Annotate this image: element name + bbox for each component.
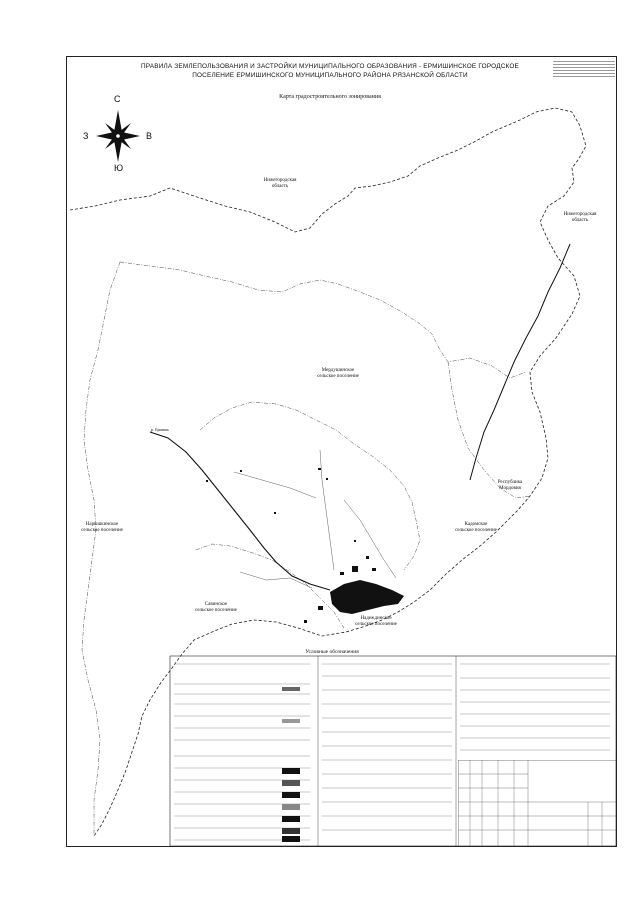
title-block: [458, 760, 616, 846]
main-road: [150, 432, 330, 590]
region-label-savinskoe: Савинское сельское поселение: [195, 602, 237, 613]
minor-road-2: [234, 472, 316, 498]
legend-swatches-1: [282, 687, 300, 842]
region-label-nizhegorod: Нижегородская область: [563, 212, 597, 223]
district-boundary-south: [196, 544, 344, 628]
legend-column-2: [322, 664, 452, 830]
compass-south-label: Ю: [114, 163, 124, 173]
legend-column-3: [460, 664, 610, 750]
region-label-merdushinskoe: Мердушинское сельское поселение: [317, 368, 359, 379]
legend-title: Условные обозначения: [305, 649, 359, 655]
region-label-vladimir: Нижегородская область: [263, 178, 297, 189]
small-settlements: [206, 468, 356, 542]
region-label-mordovia: Республика Мордовия: [497, 480, 523, 491]
minor-road-3: [344, 500, 396, 578]
region-label-kadomskoe: Кадомское сельское поселение: [455, 522, 497, 533]
district-boundary-center: [200, 402, 420, 570]
settlement-ermish: [304, 556, 404, 623]
map-title-line1: ПРАВИЛА ЗЕМЛЕПОЛЬЗОВАНИЯ И ЗАСТРОЙКИ МУНИЦИПАЛЬНОГО ОБРАЗОВАНИЯ - ЕРМИШИНСКОЕ ГОРОДСКОЕ: [140, 63, 520, 70]
compass-north-label: С: [114, 94, 121, 104]
minor-road-1: [320, 450, 334, 570]
region-label-narmuchskoe: Нарышкинское сельское поселение: [81, 522, 123, 533]
settlement-label: р. Ермишь: [151, 427, 169, 432]
district-boundary-east: [448, 362, 530, 498]
compass-east-label: В: [146, 131, 153, 141]
region-label-nadezhdinskoe: Надеждинское сельское поселение: [355, 616, 397, 627]
district-boundary-west: [82, 262, 120, 836]
map-subtitle: Карта градостроительного зонирования: [279, 94, 381, 100]
district-boundary-north: [120, 262, 526, 378]
compass-west-label: З: [83, 131, 89, 141]
map-title-line2: ПОСЕЛЕНИЕ ЕРМИШИНСКОГО МУНИЦИПАЛЬНОГО РАЙОНА РЯЗАНСКОЙ ОБЛАСТИ: [192, 71, 468, 79]
eastern-road: [470, 244, 570, 480]
